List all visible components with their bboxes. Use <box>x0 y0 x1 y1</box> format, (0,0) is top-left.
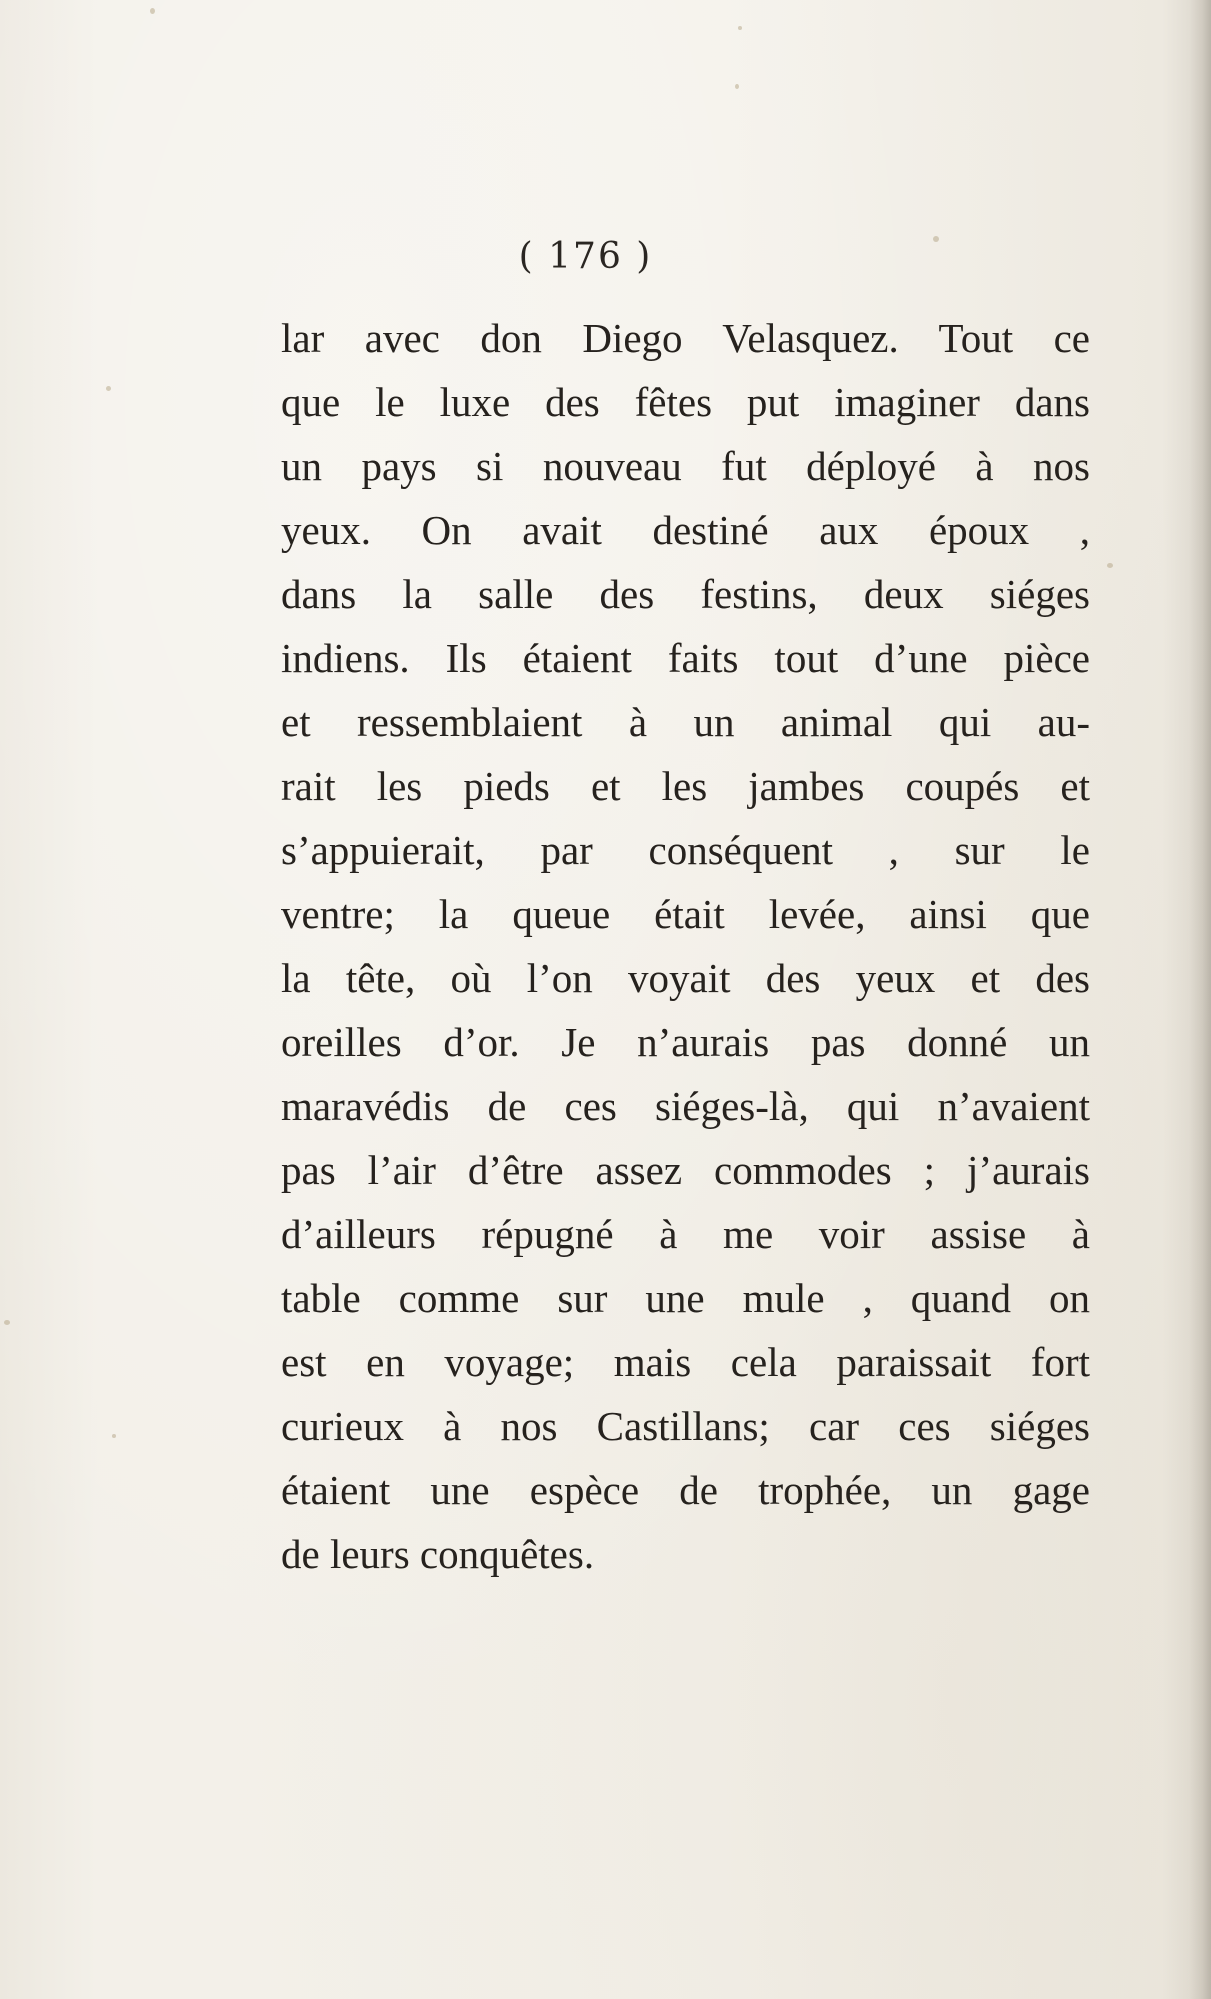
text-line: la tête, où l’on voyait des yeux et des <box>281 955 1090 1001</box>
paper-speck <box>106 386 111 391</box>
text-line: que le luxe des fêtes put imaginer dans <box>281 379 1090 425</box>
text-line: d’ailleurs répugné à me voir assise à <box>281 1211 1090 1257</box>
text-line: pas l’air d’être assez commodes ; j’aurais <box>281 1147 1090 1193</box>
text-line: étaient une espèce de trophée, un gage <box>281 1467 1090 1513</box>
text-line: dans la salle des festins, deux siéges <box>281 571 1090 617</box>
text-line: ventre; la queue était levée, ainsi que <box>281 891 1090 937</box>
paper-speck <box>1107 563 1113 568</box>
text-line: lar avec don Diego Velasquez. Tout ce <box>281 315 1090 361</box>
text-line: maravédis de ces siéges-là, qui n’avaient <box>281 1083 1090 1129</box>
paper-speck <box>738 26 742 30</box>
text-line: table comme sur une mule , quand on <box>281 1275 1090 1321</box>
text-line: curieux à nos Castillans; car ces siéges <box>281 1403 1090 1449</box>
text-line: de leurs conquêtes. <box>281 1531 595 1577</box>
text-line: oreilles d’or. Je n’aurais pas donné un <box>281 1019 1090 1065</box>
text-line: un pays si nouveau fut déployé à nos <box>281 443 1090 489</box>
page-edge-shadow <box>1189 0 1211 1999</box>
body-text <box>281 306 1090 1586</box>
text-line: s’appuierait, par conséquent , sur le <box>281 827 1090 873</box>
page-number: ( 176 ) <box>518 236 653 277</box>
paper-speck <box>150 8 155 14</box>
paper-speck <box>112 1434 116 1438</box>
paper-speck <box>735 84 739 89</box>
text-line: indiens. Ils étaient faits tout d’une pièce <box>281 635 1090 681</box>
paper-speck <box>4 1320 10 1325</box>
text-line: et ressemblaient à un animal qui au- <box>281 699 1090 745</box>
text-line: rait les pieds et les jambes coupés et <box>281 763 1090 809</box>
text-line: yeux. On avait destiné aux époux , <box>281 507 1090 553</box>
text-line: est en voyage; mais cela paraissait fort <box>281 1339 1090 1385</box>
